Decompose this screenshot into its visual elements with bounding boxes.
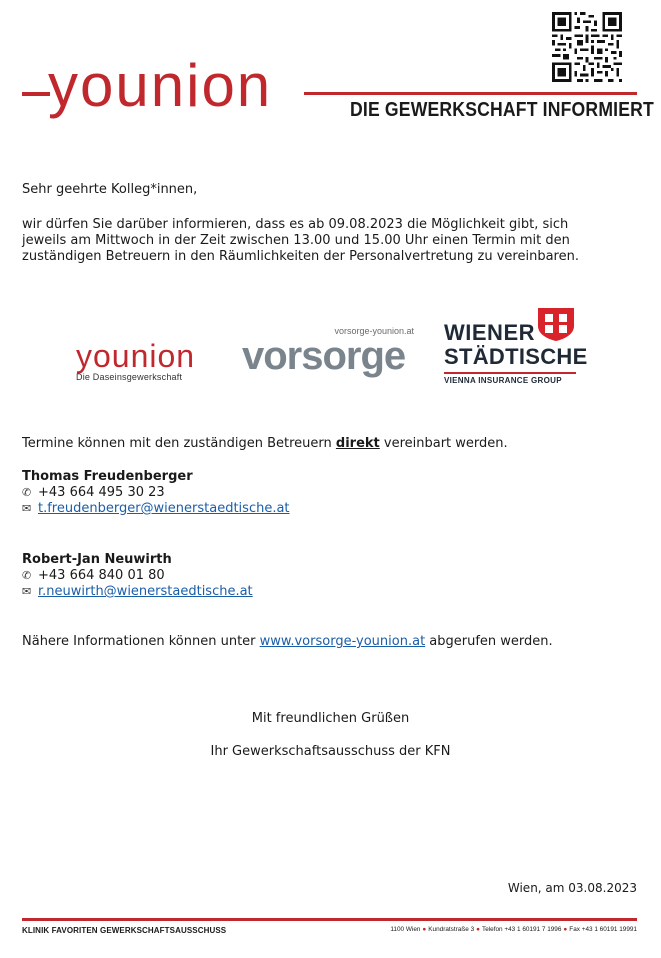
header-rule xyxy=(304,92,637,95)
ws-logo-bar xyxy=(444,372,576,374)
footer-rule xyxy=(22,918,637,921)
vorsorge-logo-url: vorsorge-younion.at xyxy=(334,326,414,336)
header-tagline: DIE GEWERKSCHAFT INFORMIERT xyxy=(350,99,654,121)
brand-dash xyxy=(22,92,50,96)
footer-organization: KLINIK FAVORITEN GEWERKSCHAFTSAUSSCHUSS xyxy=(22,926,227,935)
younion-logo-word: younion xyxy=(76,338,196,374)
contact-email-link[interactable]: r.neuwirth@wienerstaedtische.at xyxy=(38,584,253,599)
footer-separator: ● xyxy=(476,926,480,933)
contact-card xyxy=(22,552,253,600)
ws-logo-line2: STÄDTISCHE xyxy=(444,344,588,369)
ws-logo-line3: VIENNA INSURANCE GROUP xyxy=(444,376,562,385)
phone-icon: ✆ xyxy=(22,569,32,582)
contact-name: Robert-Jan Neuwirth xyxy=(22,552,172,567)
phone-icon: ✆ xyxy=(22,486,32,499)
termine-text: Termine können mit den zuständigen Betreuern xyxy=(22,436,336,451)
footer-fax: Fax +43 1 60191 19991 xyxy=(569,926,637,933)
footer-contact-line xyxy=(390,926,637,933)
salutation: Sehr geehrte Kolleg*innen, xyxy=(22,182,198,197)
closing-greeting: Mit freundlichen Grüßen xyxy=(251,711,410,726)
mail-icon: ✉ xyxy=(22,585,32,598)
termine-paragraph xyxy=(22,436,508,452)
younion-logo xyxy=(76,340,195,382)
wiener-staedtische-emblem-icon xyxy=(536,306,576,342)
info-paragraph xyxy=(22,634,553,650)
info-text-end: abgerufen werden. xyxy=(425,634,553,649)
contact-card xyxy=(22,469,290,517)
closing-signature: Ihr Gewerkschaftsausschuss der KFN xyxy=(210,744,451,759)
contact-name: Thomas Freudenberger xyxy=(22,469,193,484)
footer-separator: ● xyxy=(422,926,427,933)
intro-paragraph xyxy=(22,217,642,265)
younion-logo-subtitle: Die Daseinsgewerkschaft xyxy=(76,372,183,382)
qr-code xyxy=(552,12,622,82)
contact-phone: +43 664 840 01 80 xyxy=(38,568,165,583)
intro-line: wir dürfen Sie darüber informieren, dass es ab 09.08.2023 die Möglichkeit gibt, sich xyxy=(22,217,569,232)
website-link[interactable]: www.vorsorge-younion.at xyxy=(259,634,426,649)
contact-email-link[interactable]: t.freudenberger@wienerstaedtische.at xyxy=(38,501,290,516)
document-date: Wien, am 03.08.2023 xyxy=(507,881,637,895)
footer-separator: ● xyxy=(563,926,568,933)
intro-line: zuständigen Betreuern in den Räumlichkeiten der Personalvertretung zu vereinbaren. xyxy=(22,249,579,264)
mail-icon: ✉ xyxy=(22,502,32,515)
footer-phone: Telefon +43 1 60191 7 1996 xyxy=(482,926,562,933)
footer-street: Kundratstraße 3 xyxy=(428,926,475,933)
ws-logo-line1: WIENER xyxy=(444,320,535,345)
termine-text-end: vereinbart werden. xyxy=(379,436,508,451)
intro-line: jeweils am Mittwoch in der Zeit zwischen 13.00 und 15.00 Uhr einen Termin mit den xyxy=(22,233,570,248)
brand-logo: younion xyxy=(48,52,273,119)
vorsorge-logo xyxy=(242,326,414,376)
vorsorge-logo-word: vorsorge xyxy=(242,334,406,378)
info-text: Nähere Informationen können unter xyxy=(22,634,260,649)
contact-phone: +43 664 495 30 23 xyxy=(38,485,165,500)
footer-address: 1100 Wien xyxy=(390,926,421,933)
termine-emphasis: direkt xyxy=(335,436,380,451)
